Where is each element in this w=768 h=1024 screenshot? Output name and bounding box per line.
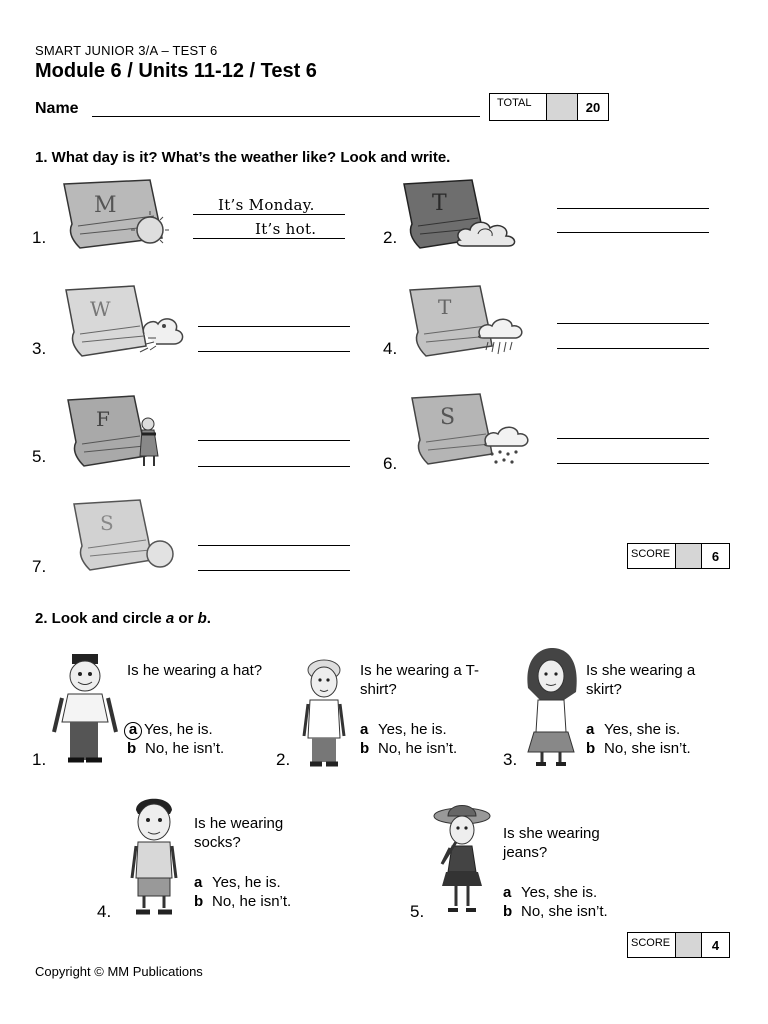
boy-with-hat-picture bbox=[54, 650, 124, 772]
answer-line[interactable] bbox=[557, 438, 709, 439]
option-a[interactable]: a Yes, he is. bbox=[127, 720, 213, 740]
item-number: 3. bbox=[32, 339, 47, 358]
calendar-friday-cold-icon bbox=[62, 394, 172, 470]
question-text: Is he wearing a T-shirt? bbox=[360, 662, 479, 698]
name-label: Name bbox=[35, 100, 79, 117]
total-value: 20 bbox=[585, 99, 601, 115]
option-a[interactable]: a Yes, she is. bbox=[503, 884, 598, 901]
answer-line[interactable] bbox=[193, 214, 345, 215]
answer-line[interactable] bbox=[198, 351, 350, 352]
score-field[interactable] bbox=[675, 544, 702, 568]
option-a[interactable]: a Yes, he is. bbox=[360, 721, 447, 738]
calendar-sunday-sunny-icon bbox=[68, 498, 186, 574]
example-answer-weather: It’s hot. bbox=[255, 220, 317, 238]
option-b[interactable]: b No, he isn’t. bbox=[194, 893, 292, 910]
svg-text:T: T bbox=[432, 191, 447, 216]
question-text: Is she wearing jeans? bbox=[503, 825, 600, 861]
svg-text:F: F bbox=[96, 407, 110, 431]
name-field[interactable] bbox=[92, 116, 480, 117]
section2-heading: 2. Look and circle a or b. bbox=[35, 610, 211, 627]
score-max: 4 bbox=[711, 937, 720, 953]
svg-text:S: S bbox=[100, 511, 114, 535]
total-score-box bbox=[489, 93, 609, 121]
svg-text:M: M bbox=[94, 193, 117, 218]
score-label: SCORE bbox=[631, 548, 671, 560]
item-number: 4. bbox=[383, 339, 398, 358]
calendar-monday-sunny-icon bbox=[58, 178, 176, 250]
section2-score-box bbox=[627, 932, 730, 958]
question-text: Is she wearing a skirt? bbox=[586, 662, 696, 698]
answer-line[interactable] bbox=[198, 440, 350, 441]
answer-line[interactable] bbox=[198, 466, 350, 467]
question-text: Is he wearing socks? bbox=[194, 815, 284, 851]
option-a[interactable]: a Yes, she is. bbox=[586, 721, 681, 738]
svg-text:W: W bbox=[90, 297, 111, 321]
answer-line[interactable] bbox=[557, 348, 709, 349]
option-b[interactable]: b No, he isn’t. bbox=[360, 740, 458, 757]
option-a[interactable]: a Yes, he is. bbox=[194, 874, 281, 891]
item-number: 1. bbox=[32, 750, 47, 769]
svg-text:S: S bbox=[440, 405, 456, 430]
boy-curly-hair-picture bbox=[298, 656, 352, 770]
question-text: Is he wearing a hat? bbox=[127, 662, 263, 679]
score-field[interactable] bbox=[675, 933, 702, 957]
answer-line[interactable] bbox=[557, 463, 709, 464]
calendar-wednesday-windy-icon bbox=[60, 284, 188, 360]
calendar-tuesday-cloudy-icon bbox=[398, 178, 526, 250]
item-number: 2. bbox=[276, 750, 291, 769]
section1-heading: 1. What day is it? What’s the weather like? Look and write. bbox=[35, 149, 451, 166]
svg-text:T: T bbox=[438, 295, 452, 319]
item-number: 1. bbox=[32, 228, 47, 247]
option-b[interactable]: b No, she isn’t. bbox=[586, 740, 691, 757]
answer-line[interactable] bbox=[557, 208, 709, 209]
example-answer-day: It’s Monday. bbox=[218, 196, 315, 214]
option-b[interactable]: b No, he isn’t. bbox=[127, 740, 225, 757]
item-number: 3. bbox=[503, 750, 518, 769]
answer-line[interactable] bbox=[198, 326, 350, 327]
item-number: 7. bbox=[32, 557, 47, 576]
answer-line[interactable] bbox=[557, 232, 709, 233]
copyright-notice: Copyright © MM Publications bbox=[35, 964, 203, 979]
item-number: 5. bbox=[410, 902, 425, 921]
item-number: 5. bbox=[32, 447, 47, 466]
test-series: SMART JUNIOR 3/A – TEST 6 bbox=[35, 43, 218, 58]
option-b[interactable]: b No, she isn’t. bbox=[503, 903, 608, 920]
section1-score-box bbox=[627, 543, 730, 569]
calendar-saturday-snowy-icon bbox=[406, 392, 534, 472]
answer-line[interactable] bbox=[198, 570, 350, 571]
item-number: 6. bbox=[383, 454, 398, 473]
total-score-field[interactable] bbox=[546, 94, 578, 120]
calendar-thursday-rainy-icon bbox=[404, 284, 532, 364]
answer-line[interactable] bbox=[557, 323, 709, 324]
boy-in-shorts-picture bbox=[124, 792, 184, 918]
item-number: 4. bbox=[97, 902, 112, 921]
answer-line[interactable] bbox=[193, 238, 345, 239]
score-max: 6 bbox=[711, 548, 720, 564]
girl-with-sun-hat-picture bbox=[432, 802, 496, 920]
item-number: 2. bbox=[383, 228, 398, 247]
answer-line[interactable] bbox=[198, 545, 350, 546]
page-title: Module 6 / Units 11-12 / Test 6 bbox=[35, 60, 317, 82]
circled-answer-a: a bbox=[124, 722, 142, 740]
girl-with-skirt-picture bbox=[520, 648, 582, 770]
total-label: TOTAL bbox=[497, 97, 532, 109]
score-label: SCORE bbox=[631, 937, 671, 949]
